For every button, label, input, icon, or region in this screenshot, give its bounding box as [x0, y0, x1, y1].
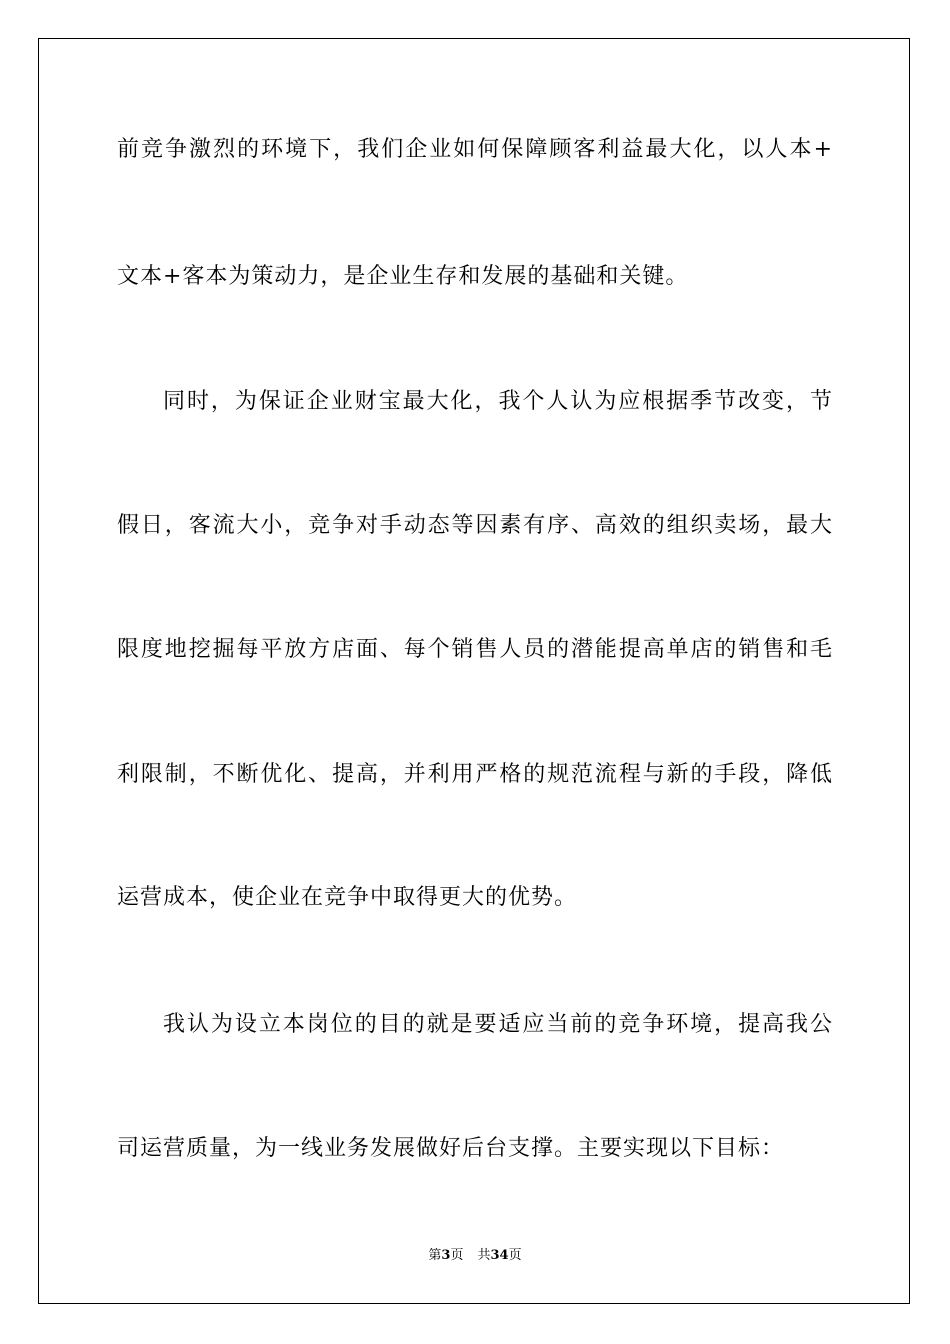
total-pages: 34: [490, 1248, 509, 1263]
page-footer: [0, 1247, 950, 1265]
page-border: [38, 38, 910, 1304]
total-prefix: 共: [477, 1248, 491, 1263]
page-number: 3: [441, 1248, 451, 1263]
page-suffix: 页: [450, 1248, 464, 1263]
text-line: 运营成本，使企业在竞争中取得更大的优势。: [117, 885, 578, 910]
paragraph-first-line: 我认为设立本岗位的目的就是要适应当前的竞争环境，提高我公: [163, 1012, 832, 1037]
text-line: 文本+客本为策动力，是企业生存和发展的基础和关键。: [117, 264, 689, 289]
paragraph-first-line: 同时，为保证企业财宝最大化，我个人认为应根据季节改变，节: [163, 389, 832, 414]
text-line: 前竞争激烈的环境下，我们企业如何保障顾客利益最大化，以人本+: [117, 137, 832, 162]
text-line: 司运营质量，为一线业务发展做好后台支撑。主要实现以下目标：: [117, 1136, 785, 1161]
text-line: 假日，客流大小，竞争对手动态等因素有序、高效的组织卖场，最大: [117, 513, 832, 538]
total-suffix: 页: [508, 1248, 522, 1263]
text-line: 限度地挖掘每平放方店面、每个销售人员的潜能提高单店的销售和毛: [117, 637, 832, 662]
text-line: 利限制，不断优化、提高，并利用严格的规范流程与新的手段，降低: [117, 762, 832, 787]
page-prefix: 第: [428, 1248, 442, 1263]
